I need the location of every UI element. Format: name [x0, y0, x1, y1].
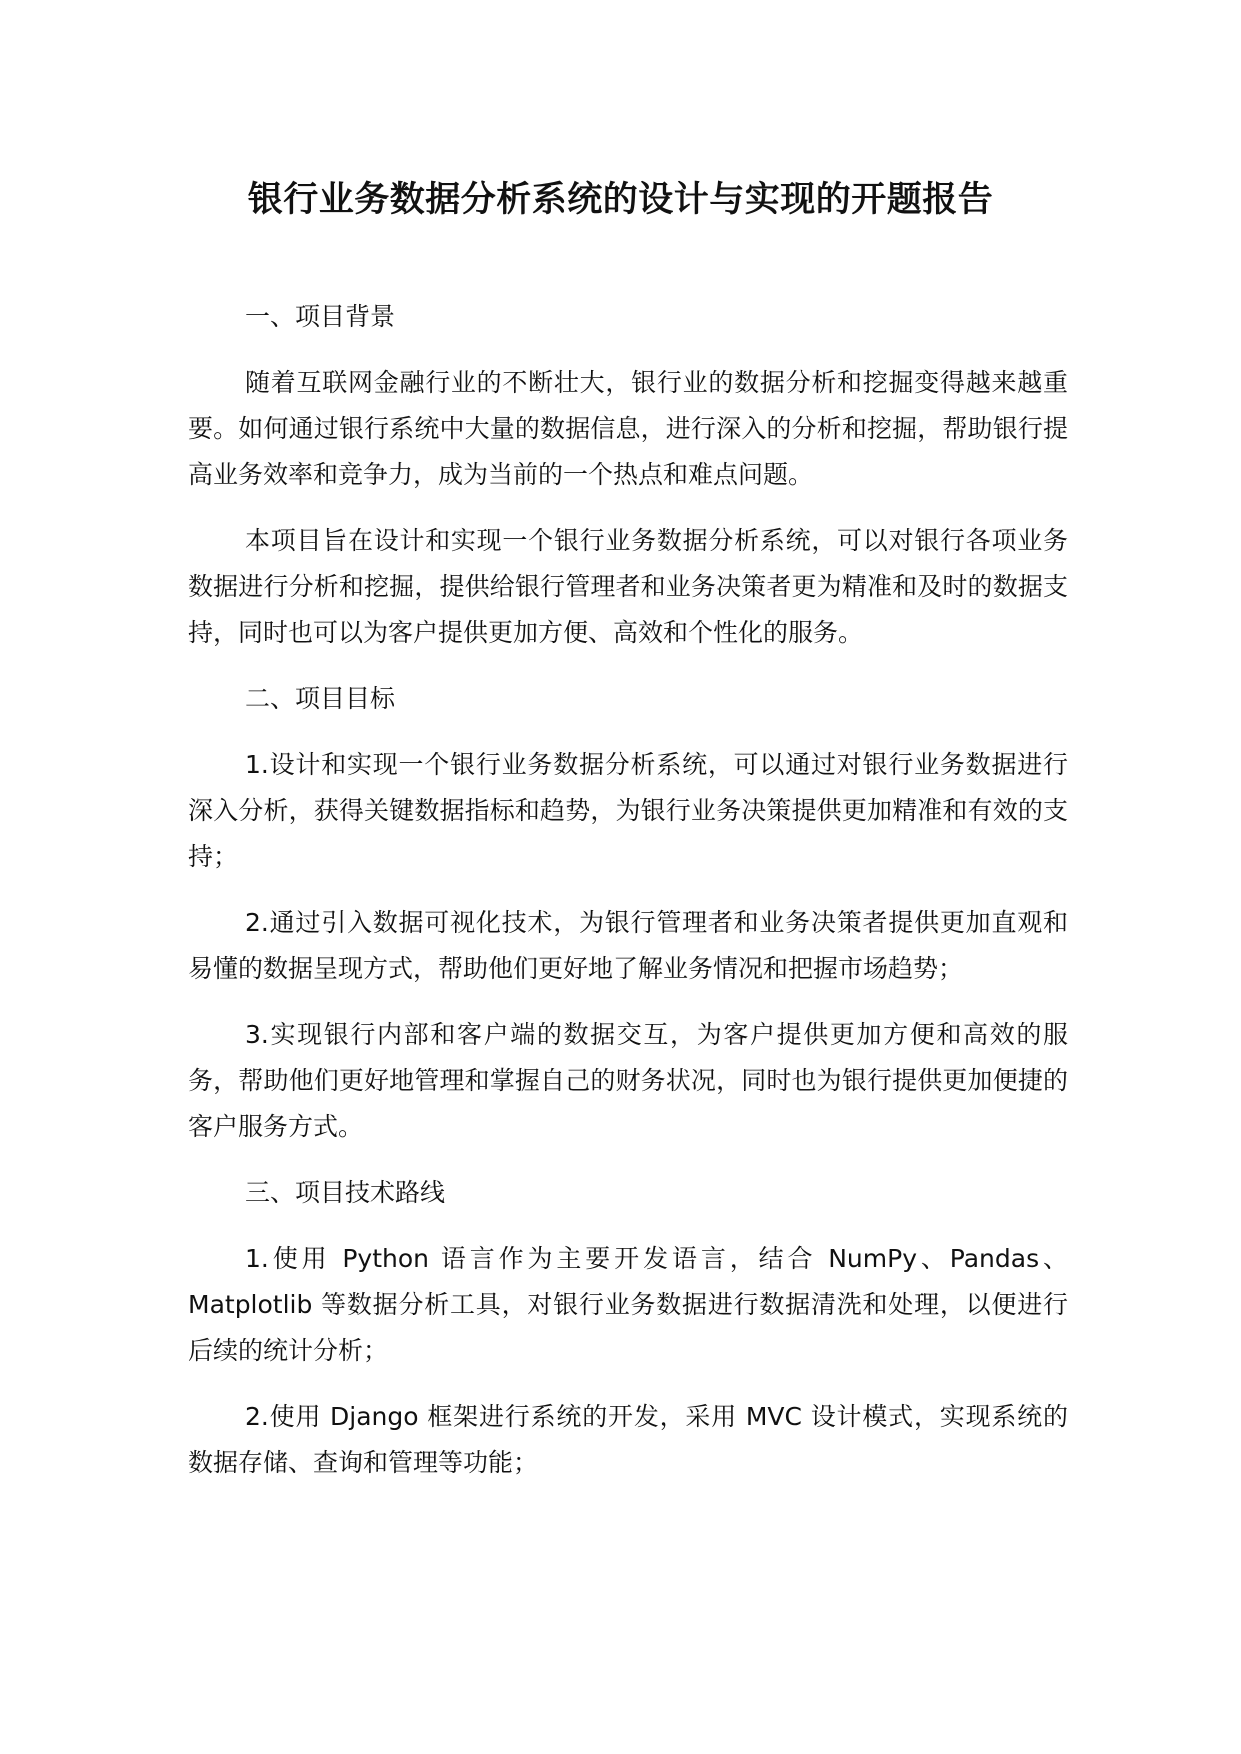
paragraph: 2.通过引入数据可视化技术，为银行管理者和业务决策者提供更加直观和易懂的数据呈现方式，帮助他们更好地了解业务情况和把握市场趋势； — [188, 908, 1068, 983]
section-technical-route — [188, 1170, 1068, 1486]
paragraph: 随着互联网金融行业的不断壮大，银行业的数据分析和挖掘变得越来越重要。如何通过银行系统中大量的数据信息，进行深入的分析和挖掘，帮助银行提高业务效率和竞争力，成为当前的一个热点和难点问题。 — [188, 368, 1068, 489]
paragraph: 本项目旨在设计和实现一个银行业务数据分析系统，可以对银行各项业务数据进行分析和挖掘，提供给银行管理者和业务决策者更为精准和及时的数据支持，同时也可以为客户提供更加方便、高效和个性化的服务。 — [188, 526, 1068, 647]
paragraph: 3.实现银行内部和客户端的数据交互，为客户提供更加方便和高效的服务，帮助他们更好地管理和掌握自己的财务状况，同时也为银行提供更加便捷的客户服务方式。 — [188, 1020, 1068, 1141]
paragraph: 2.使用 Django 框架进行系统的开发，采用 MVC 设计模式，实现系统的数据存储、查询和管理等功能； — [188, 1402, 1068, 1477]
section-heading: 一、项目背景 — [245, 302, 396, 331]
section-goals — [188, 676, 1068, 1150]
section-background — [188, 294, 1068, 656]
section-heading: 二、项目目标 — [245, 684, 396, 713]
document-body — [188, 294, 1068, 1506]
section-heading: 三、项目技术路线 — [245, 1178, 446, 1207]
paragraph: 1.使用 Python 语言作为主要开发语言，结合 NumPy、Pandas、Matplotlib 等数据分析工具，对银行业务数据进行数据清洗和处理，以便进行后续的统计分析； — [188, 1244, 1068, 1365]
document-title: 银行业务数据分析系统的设计与实现的开题报告 — [247, 180, 994, 220]
paragraph: 1.设计和实现一个银行业务数据分析系统，可以通过对银行业务数据进行深入分析，获得关键数据指标和趋势，为银行业务决策提供更加精准和有效的支持； — [188, 750, 1068, 871]
